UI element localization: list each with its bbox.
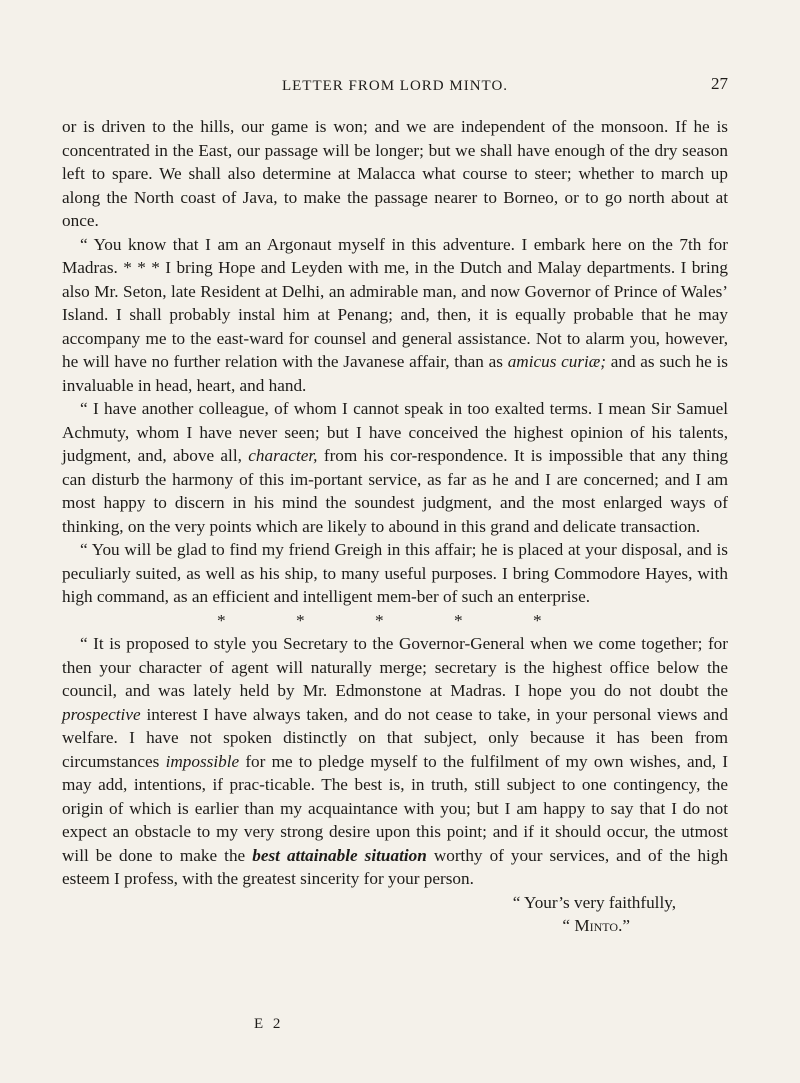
asterisk: * (454, 610, 463, 630)
closing-line: “ Your’s very faithfully, (512, 892, 676, 912)
paragraph: or is driven to the hills, our game is won; and we are independent of the monsoon. If he is concentrated in the East, our passage will be longer; but we shall have enough of the dry season left to spare. We shall also determine at Malacca what course to steer; whether to march up along the North coast of Java, to make the passage nearer to Borneo, or to go north about at once. (62, 117, 728, 230)
asterisk: * (296, 610, 305, 630)
asterisk: * (533, 610, 542, 630)
letter-body (62, 115, 728, 938)
asterism (62, 609, 728, 633)
paragraph: “ You will be glad to find my friend Greigh in this affair; he is placed at your disposal, and is peculiarly suited, as well as his ship, to many useful purposes. I bring Commodore Hayes, with high command, as an efficient and intelligent mem-ber of such an enterprise. (62, 540, 728, 606)
signature-mark: E 2 (254, 1016, 284, 1032)
asterisk: * (375, 610, 384, 630)
paragraph: “ It is proposed to style you Secretary to the Governor-General when we come together; for then your character of agent will naturally merge; secretary is the highest office below the council, and was lately held by Mr. Edmonstone at Madras. I hope you do not doubt the prospective interest I have always taken, and do not cease to take, in your personal views and welfare. I have not spoken distinctly on that subject, only because it has been from circumstances impossible for me to pledge myself to the fulfilment of my own wishes, and, I may add, intentions, if prac-ticable. The best is, in truth, still subject to one contingency, the origin of which is earlier than my acquaintance with you; but I am happy to say that I do not expect an obstacle to my very strong desire upon this point; and if it should occur, the utmost will be done to make the best attainable situation worthy of your services, and of the high esteem I profess, with the greatest sincerity for your person. (62, 634, 729, 888)
page-number: 27 (711, 74, 728, 93)
paragraph: “ I have another colleague, of whom I cannot speak in too exalted terms. I mean Sir Samuel Achmuty, whom I have never seen; but I have conceived the highest opinion of his talents, judgment, and, above all, character, from his cor-respondence. It is impossible that any thing can disturb the harmony of this im-portant service, as far as he and I are concerned; and I am most happy to discern in his mind the soundest judgment, and the most enlarged ways of thinking, on the very points which are likely to abound in this grand and delicate transaction. (62, 399, 729, 536)
signature: “ Minto.” (562, 916, 630, 935)
paragraph: “ You know that I am an Argonaut myself in this adventure. I embark here on the 7th for Madras. * * * I bring Hope and Leyden with me, in the Dutch and Malay departments. I bring also Mr. Seton, late Resident at Delhi, an admirable man, and now Governor of Prince of Wales’ Island. I shall probably instal him at Penang; and, then, it is equally probable that he may accompany me to the east-ward for counsel and general assistance. Not to alarm you, however, he will have no further relation with the Javanese affair, than as amicus curiæ; and as such he is invaluable in head, heart, and hand. (62, 234, 728, 395)
asterisk: * (217, 610, 226, 630)
running-title: LETTER FROM LORD MINTO. (281, 78, 509, 94)
